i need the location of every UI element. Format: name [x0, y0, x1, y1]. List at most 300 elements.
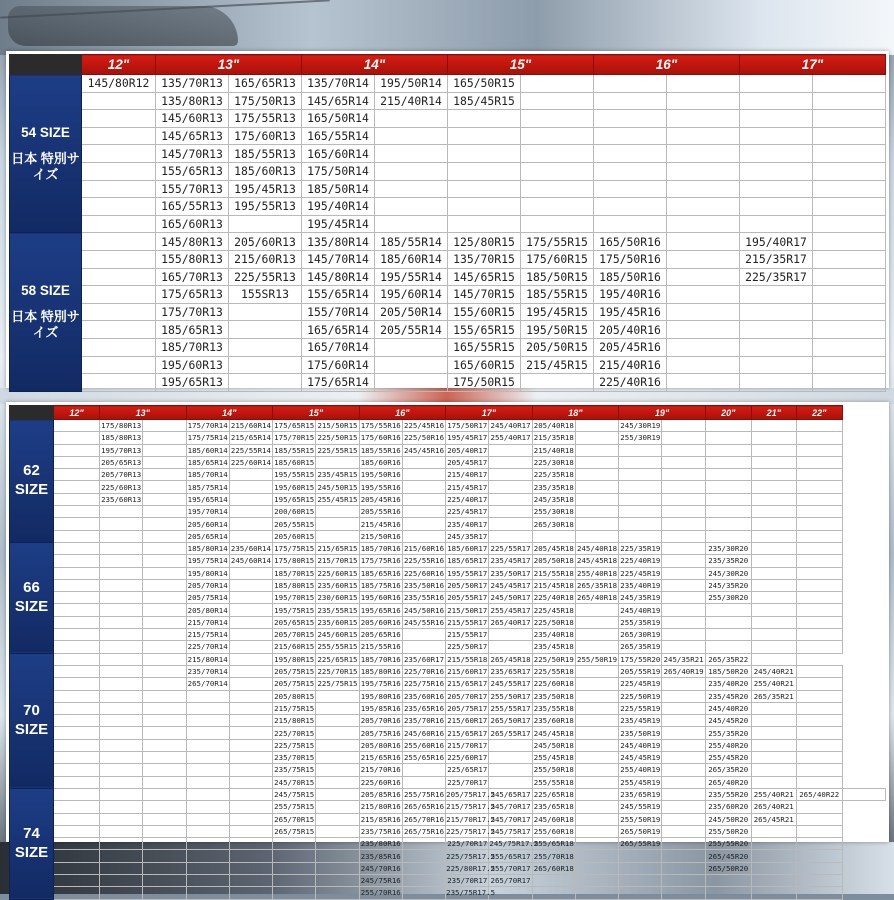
tire-size-cell	[575, 825, 618, 837]
tire-size-cell	[143, 530, 186, 542]
tire-size-cell: 245/45R18	[533, 728, 574, 738]
tire-size-cell	[796, 813, 842, 825]
tire-size-cell: 225/60R16	[403, 568, 445, 578]
tire-size-cell: 235/40R18	[533, 630, 574, 640]
tire-size-cell: 145/65R13	[156, 127, 229, 145]
tire-size-cell	[448, 110, 521, 128]
tire-size-cell: 225/55R13	[229, 268, 302, 286]
tire-size-cell: 225/55R14	[230, 445, 271, 455]
tire-size-cell	[375, 127, 448, 145]
tire-size-cell	[375, 356, 448, 374]
tire-size-cell	[229, 801, 272, 813]
table-row	[10, 592, 886, 604]
tire-size-cell	[751, 592, 796, 604]
rim-size-header: 12"	[54, 406, 100, 420]
tire-size-cell	[229, 850, 272, 862]
tire-size-cell: 195/45R14	[302, 215, 375, 233]
tire-size-cell: 225/35R19	[620, 544, 661, 554]
tire-size-cell	[594, 92, 667, 110]
tire-size-cell	[705, 604, 751, 616]
tire-size-cell: 265/40R19	[663, 667, 704, 677]
tire-size-cell: 265/70R17	[490, 876, 531, 886]
tire-size-cell	[575, 690, 618, 702]
tire-size-cell	[813, 338, 886, 356]
tire-size-cell	[54, 874, 100, 886]
tire-size-cell	[143, 665, 186, 677]
tire-size-cell: 185/65R13	[156, 321, 229, 339]
tire-size-cell: 245/65R17	[490, 790, 531, 800]
tire-size-cell	[667, 233, 740, 251]
tire-size-cell: 245/30R19	[620, 421, 661, 431]
table-row	[10, 432, 886, 444]
tire-size-cell	[316, 887, 359, 899]
tire-size-cell: 245/35R18	[533, 494, 574, 504]
tire-size-cell: 195/40R16	[594, 286, 667, 304]
tire-size-cell	[667, 356, 740, 374]
tire-size-cell	[751, 653, 796, 665]
tire-size-cell	[229, 665, 272, 677]
tire-size-cell: 215/80R15	[274, 716, 315, 726]
tire-size-cell	[186, 739, 229, 751]
tire-size-cell	[229, 776, 272, 788]
rim-size-header: 13"	[100, 406, 187, 420]
tire-size-cell: 205/40R17	[447, 445, 488, 455]
tire-size-cell	[619, 862, 662, 874]
tire-size-cell	[316, 813, 359, 825]
tire-size-cell	[186, 788, 229, 800]
rim-size-header: 16"	[359, 406, 446, 420]
tire-size-cell: 185/50R20	[705, 665, 751, 677]
tire-size-cell: 195/75R14	[187, 556, 228, 566]
tire-size-cell: 245/40R19	[620, 605, 661, 615]
tire-size-cell: 215/55R18	[447, 654, 488, 664]
tire-size-cell	[619, 874, 662, 886]
tire-size-cell: 215/50R15	[317, 421, 358, 431]
tire-size-cell	[229, 739, 272, 751]
tire-size-cell	[143, 788, 186, 800]
tire-size-cell	[662, 727, 705, 739]
tire-size-cell: 175/65R14	[302, 374, 375, 392]
tire-size-cell: 195/45R13	[229, 180, 302, 198]
tire-size-cell	[186, 862, 229, 874]
tire-size-cell	[705, 493, 751, 505]
tire-size-cell	[448, 162, 521, 180]
tire-size-cell: 145/70R13	[156, 145, 229, 163]
tire-size-cell: 195/80R14	[187, 568, 228, 578]
tire-size-cell	[54, 739, 100, 751]
tire-size-cell: 265/75R15	[274, 826, 315, 836]
tire-size-cell	[402, 776, 445, 788]
tire-size-cell: 185/70R16	[360, 654, 401, 664]
tire-size-cell	[143, 506, 186, 518]
tire-size-cell: 225/70R14	[187, 642, 228, 652]
tire-size-cell: 165/70R14	[302, 338, 375, 356]
tire-size-cell	[229, 303, 302, 321]
tire-size-cell: 235/50R17	[490, 568, 531, 578]
tire-size-cell: 235/40R17	[447, 519, 488, 529]
tire-size-cell	[619, 493, 662, 505]
tire-size-cell: 205/55R15	[274, 519, 315, 529]
tire-size-cell: 135/70R15	[448, 250, 521, 268]
tire-size-cell: 245/45R20	[705, 715, 751, 727]
tire-size-cell	[813, 127, 886, 145]
tire-size-cell: 195/50R15	[521, 321, 594, 339]
tire-size-cell	[143, 801, 186, 813]
tire-size-cell: 255/40R19	[620, 765, 661, 775]
tire-size-cell	[229, 702, 272, 714]
tire-size-cell	[740, 180, 813, 198]
tire-size-cell: 230/60R15	[317, 593, 358, 603]
tire-size-cell: 255/40R18	[577, 568, 618, 578]
tire-size-cell: 255/45R17	[490, 605, 531, 615]
tire-size-cell: 215/60R15	[274, 642, 315, 652]
tire-size-cell: 195/60R14	[375, 286, 448, 304]
tire-size-cell: 175/60R16	[360, 433, 401, 443]
rim-size-header: 14"	[186, 406, 273, 420]
tire-size-cell	[740, 356, 813, 374]
tire-size-cell: 135/70R13	[156, 75, 229, 93]
tire-size-cell	[54, 616, 100, 628]
tire-size-cell: 215/70R14	[187, 617, 228, 627]
tire-size-cell	[100, 555, 143, 567]
tire-size-cell	[796, 825, 842, 837]
tire-size-cell	[751, 432, 796, 444]
tire-size-cell: 205/65R13	[101, 458, 142, 468]
tire-size-cell: 265/65R16	[403, 802, 445, 812]
tire-size-cell: 225/50R17	[447, 642, 488, 652]
tire-size-cell: 205/85R16	[360, 790, 401, 800]
tire-size-cell	[143, 653, 186, 665]
tire-size-cell	[143, 764, 186, 776]
tire-size-cell	[575, 850, 618, 862]
tire-size-cell	[705, 641, 751, 653]
tire-size-cell	[229, 825, 272, 837]
tire-size-cell	[229, 481, 272, 493]
tire-size-cell	[229, 715, 272, 727]
tire-size-cell	[813, 374, 886, 392]
tire-size-cell: 175/65R13	[156, 286, 229, 304]
tire-size-cell	[667, 303, 740, 321]
size-table-header-row	[10, 55, 886, 75]
tire-size-cell: 205/45R16	[360, 494, 401, 504]
tire-size-cell: 265/30R19	[620, 630, 661, 640]
tire-size-cell	[100, 641, 143, 653]
table-row	[10, 752, 886, 764]
tire-size-cell: 205/65R15	[274, 617, 315, 627]
tire-size-cell: 245/55R16	[403, 617, 445, 627]
tire-size-cell: 235/75R16	[360, 826, 401, 836]
tire-size-cell	[751, 444, 796, 456]
tire-size-cell	[82, 145, 156, 163]
tire-size-cell: 245/40R21	[751, 665, 796, 677]
tire-size-cell: 215/80R14	[187, 654, 228, 664]
table-row	[10, 481, 886, 493]
tire-size-cell: 205/75R15	[274, 667, 315, 677]
tire-size-cell	[402, 530, 445, 542]
tire-size-cell: 185/60R14	[187, 445, 228, 455]
tire-size-cell: 225/55R19	[620, 703, 661, 713]
tire-size-cell: 235/80R16	[360, 839, 401, 849]
tire-size-cell	[489, 629, 532, 641]
tire-size-cell	[619, 518, 662, 530]
tire-size-cell	[667, 75, 740, 93]
tire-size-cell	[186, 690, 229, 702]
tire-size-cell	[229, 629, 272, 641]
tire-size-cell	[796, 579, 842, 591]
tire-size-cell	[375, 110, 448, 128]
tire-size-cell	[229, 653, 272, 665]
tire-size-cell: 205/80R16	[360, 740, 401, 750]
tire-size-cell: 195/60R15	[274, 482, 315, 492]
tire-size-cell: 185/65R14	[187, 458, 228, 468]
tire-size-cell: 185/60R16	[360, 458, 401, 468]
tire-size-cell: 215/60R14	[230, 421, 271, 431]
tire-size-cell	[100, 727, 143, 739]
tire-size-cell: 155/70R13	[156, 180, 229, 198]
tire-size-cell	[316, 850, 359, 862]
tire-size-cell	[619, 887, 662, 899]
tire-size-cell	[751, 776, 796, 788]
tire-size-cell: 255/35R19	[620, 617, 661, 627]
tire-size-cell	[375, 338, 448, 356]
tire-size-cell: 205/75R15	[274, 679, 315, 689]
tire-size-cell	[575, 641, 618, 653]
tire-size-cell	[229, 518, 272, 530]
tire-size-cell: 195/45R16	[594, 303, 667, 321]
tire-size-cell	[575, 432, 618, 444]
tire-size-cell	[705, 506, 751, 518]
tire-size-cell: 165/55R14	[302, 127, 375, 145]
table-row	[10, 739, 886, 751]
tire-size-cell	[796, 641, 842, 653]
table-row	[10, 727, 886, 739]
tire-size-cell	[751, 641, 796, 653]
size-table-header-row	[10, 406, 886, 420]
tire-size-cell	[667, 180, 740, 198]
tire-size-cell	[229, 862, 272, 874]
tire-size-cell: 195/65R16	[360, 605, 401, 615]
tire-size-cell: 245/70R17	[490, 814, 531, 824]
tire-size-cell	[100, 764, 143, 776]
tire-size-cell	[100, 752, 143, 764]
tire-size-cell: 215/50R16	[360, 531, 401, 541]
tire-size-cell	[143, 579, 186, 591]
rim-size-header: 20"	[705, 406, 751, 420]
tire-size-cell	[143, 702, 186, 714]
header-corner	[10, 406, 54, 420]
tire-size-cell: 205/45R17	[447, 458, 488, 468]
tire-size-cell: 235/35R18	[533, 482, 574, 492]
tire-size-cell: 245/40R20	[705, 702, 751, 714]
tire-size-cell	[662, 801, 705, 813]
tire-size-cell	[143, 420, 186, 432]
tire-size-cell	[796, 850, 842, 862]
tire-size-cell: 175/70R13	[156, 303, 229, 321]
tire-size-cell: 225/75R17.5	[446, 826, 496, 836]
table-row	[10, 286, 886, 304]
tire-size-cell: 265/35R20	[705, 764, 751, 776]
tire-size-cell	[82, 321, 156, 339]
tire-size-cell	[796, 469, 842, 481]
table-row	[10, 616, 886, 628]
tire-size-cell	[54, 530, 100, 542]
tire-size-cell	[54, 481, 100, 493]
tire-size-cell: 175/50R14	[302, 162, 375, 180]
tire-size-cell	[82, 303, 156, 321]
tire-size-cell	[402, 629, 445, 641]
size-group-name: 66 SIZE	[14, 579, 49, 615]
tire-size-cell: 225/45R16	[403, 421, 445, 431]
tire-size-cell	[100, 850, 143, 862]
tire-size-cell: 245/50R18	[533, 740, 574, 750]
tire-size-cell	[54, 715, 100, 727]
tire-size-cell	[575, 727, 618, 739]
tire-size-cell: 225/45R17	[447, 507, 488, 517]
tire-size-cell: 235/55R18	[533, 703, 574, 713]
tire-size-cell	[751, 739, 796, 751]
tire-size-cell	[619, 850, 662, 862]
tire-size-cell	[82, 286, 156, 304]
tire-size-cell: 200/60R15	[274, 507, 315, 517]
tire-size-cell	[575, 506, 618, 518]
tire-size-cell: 195/65R15	[274, 494, 315, 504]
tire-size-cell	[316, 518, 359, 530]
tire-size-cell	[100, 825, 143, 837]
tire-size-cell: 195/45R15	[521, 303, 594, 321]
tire-size-cell	[575, 530, 618, 542]
tire-size-cell: 225/60R16	[360, 777, 401, 787]
tire-size-cell	[186, 715, 229, 727]
rim-size-header: 14"	[302, 55, 448, 75]
tire-size-cell: 225/55R15	[317, 445, 358, 455]
tire-size-cell: 235/85R16	[360, 851, 401, 861]
tire-size-cell	[740, 374, 813, 392]
tire-size-cell	[82, 180, 156, 198]
tire-size-cell: 225/70R15	[317, 667, 358, 677]
tire-size-cell	[229, 215, 302, 233]
tire-size-cell	[143, 776, 186, 788]
tire-size-cell	[229, 567, 272, 579]
tire-size-cell: 255/55R15	[317, 642, 358, 652]
tire-size-cell: 235/65R19	[620, 790, 661, 800]
tire-size-cell: 185/70R15	[274, 568, 315, 578]
tire-size-cell: 145/70R14	[302, 250, 375, 268]
tire-size-cell	[402, 764, 445, 776]
tire-size-cell: 195/55R16	[360, 482, 401, 492]
tire-size-cell: 165/50R15	[448, 75, 521, 93]
size-group-name: 62 SIZE	[14, 462, 49, 498]
tire-size-cell: 225/65R18	[533, 790, 574, 800]
tire-size-cell: 245/50R20	[705, 813, 751, 825]
tire-size-cell	[619, 530, 662, 542]
tire-size-cell	[100, 887, 143, 899]
tire-size-cell: 185/60R14	[375, 250, 448, 268]
tire-size-cell: 185/55R15	[521, 286, 594, 304]
tire-size-cell	[796, 567, 842, 579]
tire-size-cell: 175/50R15	[448, 374, 521, 392]
tire-size-cell: 245/60R16	[403, 728, 445, 738]
tire-size-cell: 255/65R18	[533, 839, 574, 849]
tire-size-cell: 255/30R19	[620, 433, 661, 443]
tire-size-cell	[82, 198, 156, 216]
tire-size-cell	[229, 506, 272, 518]
tire-size-cell: 215/55R17	[447, 630, 488, 640]
table-row	[10, 374, 886, 392]
tire-size-cell: 235/65R17	[490, 667, 531, 677]
tire-size-cell: 205/75R16	[360, 728, 401, 738]
tire-size-cell: 225/45R19	[620, 568, 661, 578]
table-row	[10, 764, 886, 776]
table-row	[10, 215, 886, 233]
tire-size-cell: 185/70R14	[187, 470, 228, 480]
tire-size-cell	[489, 764, 532, 776]
tire-size-cell	[667, 110, 740, 128]
tire-size-cell	[662, 530, 705, 542]
tire-size-cell	[662, 788, 705, 800]
tire-size-cell: 185/55R13	[229, 145, 302, 163]
tire-size-cell	[813, 303, 886, 321]
tire-size-cell: 265/50R17	[490, 716, 531, 726]
tire-size-cell	[54, 887, 100, 899]
header-corner	[10, 55, 82, 75]
tire-size-cell	[143, 874, 186, 886]
tire-size-cell: 235/40R19	[620, 581, 661, 590]
table-row	[10, 874, 886, 886]
tire-size-cell: 245/40R19	[620, 740, 661, 750]
tire-size-cell: 235/50R19	[620, 728, 661, 738]
tire-size-cell: 255/50R17	[490, 691, 531, 701]
tire-size-cell	[54, 764, 100, 776]
tire-size-cell	[740, 92, 813, 110]
table-row	[10, 75, 886, 93]
tire-size-cell	[489, 456, 532, 468]
tire-size-cell	[751, 493, 796, 505]
tire-size-cell	[229, 874, 272, 886]
tire-size-cell	[186, 801, 229, 813]
tire-size-cell	[705, 874, 751, 886]
tire-size-cell	[740, 127, 813, 145]
tire-size-cell	[662, 838, 705, 850]
tire-size-cell	[186, 825, 229, 837]
tire-size-cell	[796, 690, 842, 702]
tire-size-cell	[143, 456, 186, 468]
size-table-54-58	[9, 54, 886, 392]
tire-size-cell: 245/35R20	[705, 579, 751, 591]
tire-size-cell: 175/75R14	[187, 433, 228, 443]
tire-size-cell: 135/80R13	[156, 92, 229, 110]
tire-size-cell	[273, 850, 316, 862]
tire-size-cell	[740, 162, 813, 180]
tire-size-cell	[662, 518, 705, 530]
tire-size-cell: 185/80R13	[101, 433, 142, 443]
tire-size-cell: 195/80R15	[274, 654, 315, 664]
tire-size-cell: 265/70R16	[403, 814, 445, 824]
tire-size-cell: 195/55R17	[447, 568, 488, 578]
tire-size-cell	[54, 653, 100, 665]
table-row	[10, 92, 886, 110]
tire-size-cell	[575, 862, 618, 874]
tire-size-cell	[82, 233, 156, 251]
tire-size-cell	[662, 444, 705, 456]
tire-size-cell	[54, 752, 100, 764]
tire-size-cell	[796, 739, 842, 751]
tire-size-cell: 225/40R19	[620, 556, 661, 566]
tire-size-cell	[489, 481, 532, 493]
tire-size-cell: 195/55R14	[375, 268, 448, 286]
tire-size-cell: 255/30R20	[705, 592, 751, 604]
tire-size-cell	[619, 506, 662, 518]
tire-size-cell: 185/65R16	[360, 568, 401, 578]
